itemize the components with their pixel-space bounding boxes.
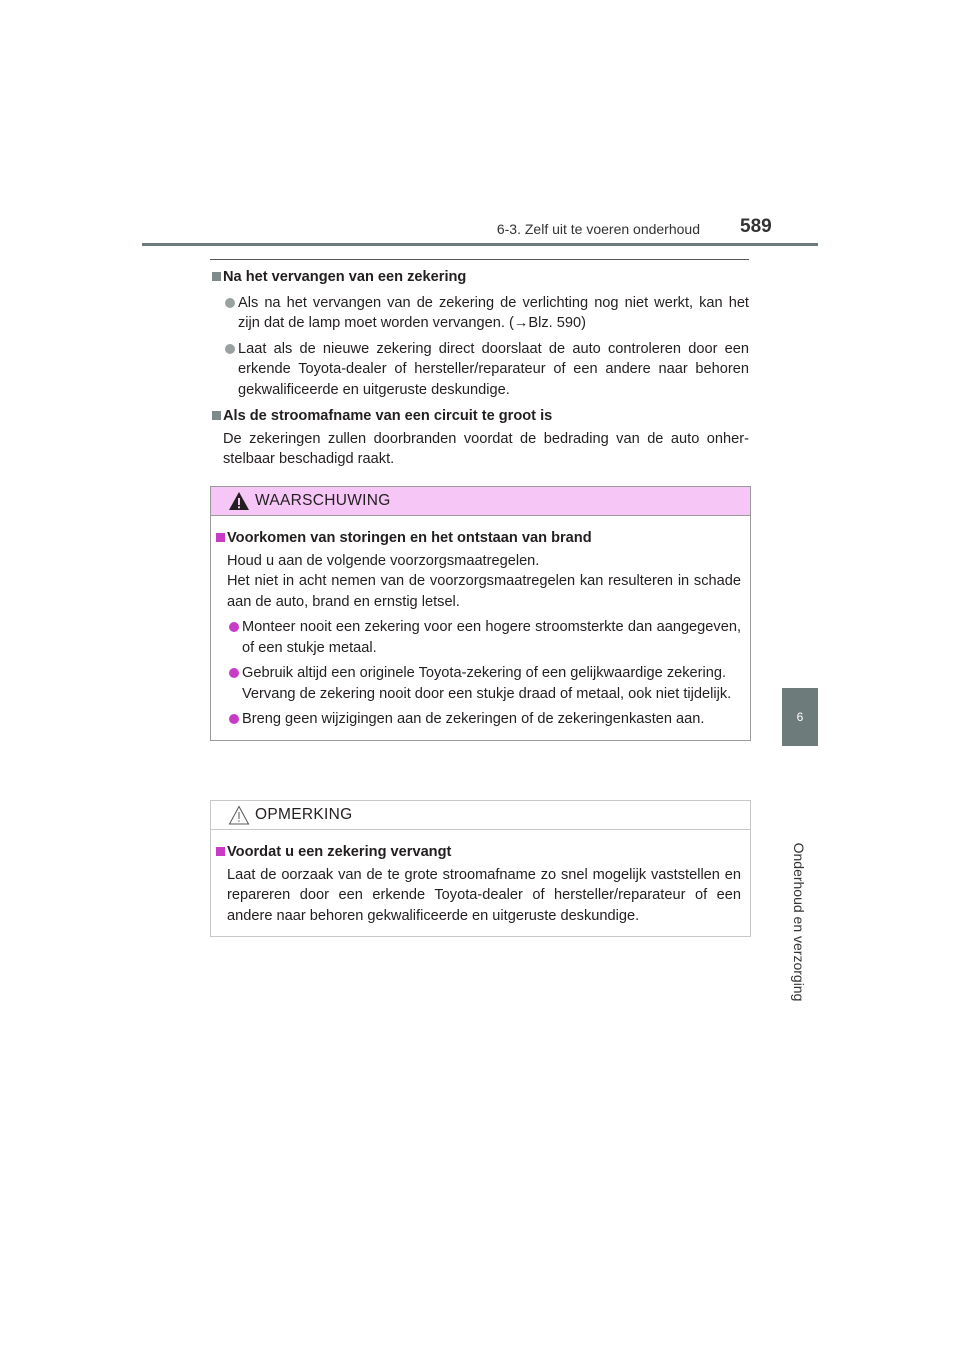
note-triangle-icon: [228, 805, 250, 825]
list-item: Monteer nooit een zekering voor een hogere stroomsterkte dan aangegeven, of een stukje metaal.: [214, 617, 741, 658]
paragraph: Houd u aan de volgende voorzorgsmaatregelen.: [227, 552, 540, 569]
main-content: [210, 267, 749, 470]
list-item: Als na het vervangen van de zekering de verlichting nog niet werkt, kan het zijn dat de lamp moet worden vervangen. (→Blz. 590): [210, 293, 749, 334]
page-number: 589: [740, 216, 772, 237]
chapter-tab: 6: [782, 688, 818, 746]
section-heading: Na het vervangen van een zekering: [210, 267, 749, 288]
warning-triangle-icon: [228, 491, 250, 511]
warning-box: [210, 486, 751, 741]
paragraph: Het niet in acht nemen van de voorzorgsmaatregelen kan resulteren in schade aan de auto, brand en ernstig letsel.: [227, 573, 741, 610]
header-rule: [142, 243, 818, 246]
note-box: [210, 800, 751, 937]
note-body: [211, 830, 750, 936]
warning-body: [211, 516, 750, 740]
note-title: OPMERKING: [255, 806, 353, 823]
warning-heading: Voorkomen van storingen en het ontstaan van brand: [214, 528, 741, 549]
content-rule: [210, 259, 749, 260]
list-item: Laat als de nieuwe zekering direct doorslaat de auto controleren door een erkende Toyota-dealer of hersteller/reparateur of een andere naar behoren gekwalificeerde en uitgeruste deskundige.: [210, 339, 749, 401]
list-item-text: Gebruik altijd een originele Toyota-zekering of een gelijkwaardige zekering.: [242, 665, 727, 681]
section-title: 6-3. Zelf uit te voeren onderhoud: [496, 221, 700, 237]
note-heading: Voordat u een zekering vervangt: [214, 842, 741, 863]
section-heading: Als de stroomafname van een circuit te groot is: [210, 406, 749, 427]
paragraph: De zekeringen zullen doorbranden voordat de bedrading van de auto onherstelbaar beschadigd raakt.: [223, 430, 749, 467]
list-item: [214, 663, 741, 704]
list-item: Breng geen wijzigingen aan de zekeringen of de zekeringenkasten aan.: [214, 709, 741, 730]
paragraph: Laat de oorzaak van de te grote stroomafname zo snel mogelijk vaststellen en repareren door een erkende Toyota-dealer of hersteller/reparateur of een andere naar behoren gekwalificeerde en uitgeruste deskundige.: [227, 866, 741, 924]
chapter-label: Onderhoud en verzorging: [791, 842, 807, 1002]
list-item-text: Vervang de zekering nooit door een stukje draad of metaal, ook niet tijdelijk.: [242, 685, 732, 702]
warning-header: [211, 487, 750, 516]
note-header: [211, 801, 750, 830]
warning-title: WAARSCHUWING: [255, 492, 391, 509]
